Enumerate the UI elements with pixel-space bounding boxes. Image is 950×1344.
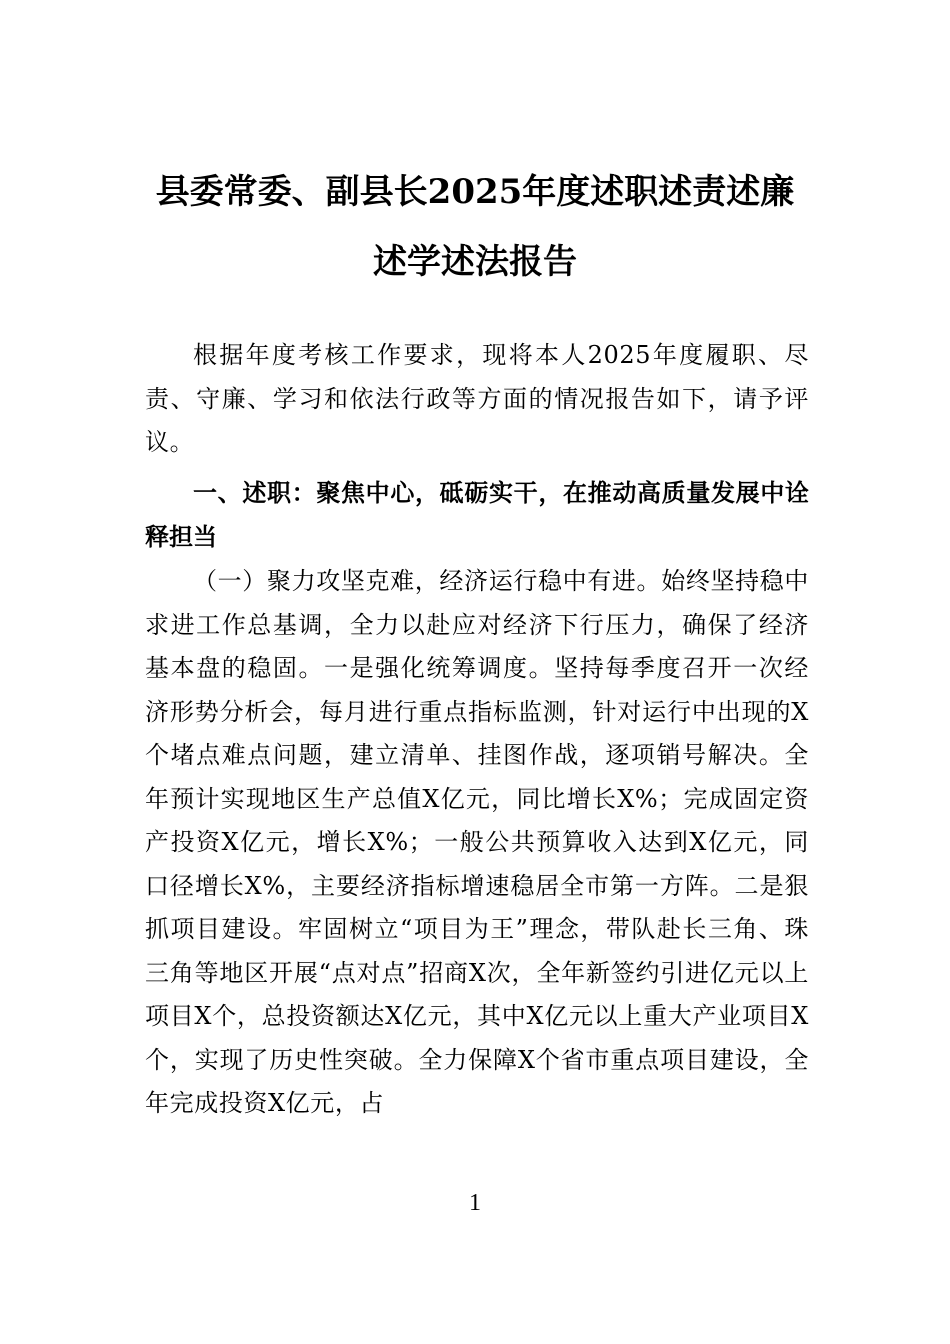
intro-paragraph: 根据年度考核工作要求，现将本人2025年度履职、尽责、守廉、学习和依法行政等方面的情况报告如下，请予评议。 bbox=[145, 341, 809, 456]
section-1-paragraph: （一）聚力攻坚克难，经济运行稳中有进。始终坚持稳中求进工作总基调，全力以赴应对经济下行压力，确保了经济基本盘的稳固。一是强化统筹调度。坚持每季度召开一次经济形势分析会，每月进行重点指标监测，针对运行中出现的X个堵点难点问题，建立清单、挂图作战，逐项销号解决。全年预计实现地区生产总值X亿元，同比增长X%；完成固定资产投资X亿元，增长X%；一般公共预算收入达到X亿元，同口径增长X%，主要经济指标增速稳居全市第一方阵。二是狠抓项目建设。牢固树立“项目为王”理念，带队赴长三角、珠三角等地区开展“点对点”招商X次，全年新签约引进亿元以上项目X个，总投资额达X亿元，其中X亿元以上重大产业项目X个，实现了历史性突破。全力保障X个省市重点项目建设，全年完成投资X亿元，占 bbox=[145, 567, 809, 1117]
document-title-line-2: 述学述法报告 bbox=[373, 242, 577, 282]
page-number: 1 bbox=[469, 1190, 481, 1216]
section-heading-1: 一、述职：聚焦中心，砥砺实干，在推动高质量发展中诠释担当 bbox=[145, 479, 809, 551]
document-title-line-1: 县委常委、副县长2025年度述职述责述廉 bbox=[155, 172, 795, 212]
